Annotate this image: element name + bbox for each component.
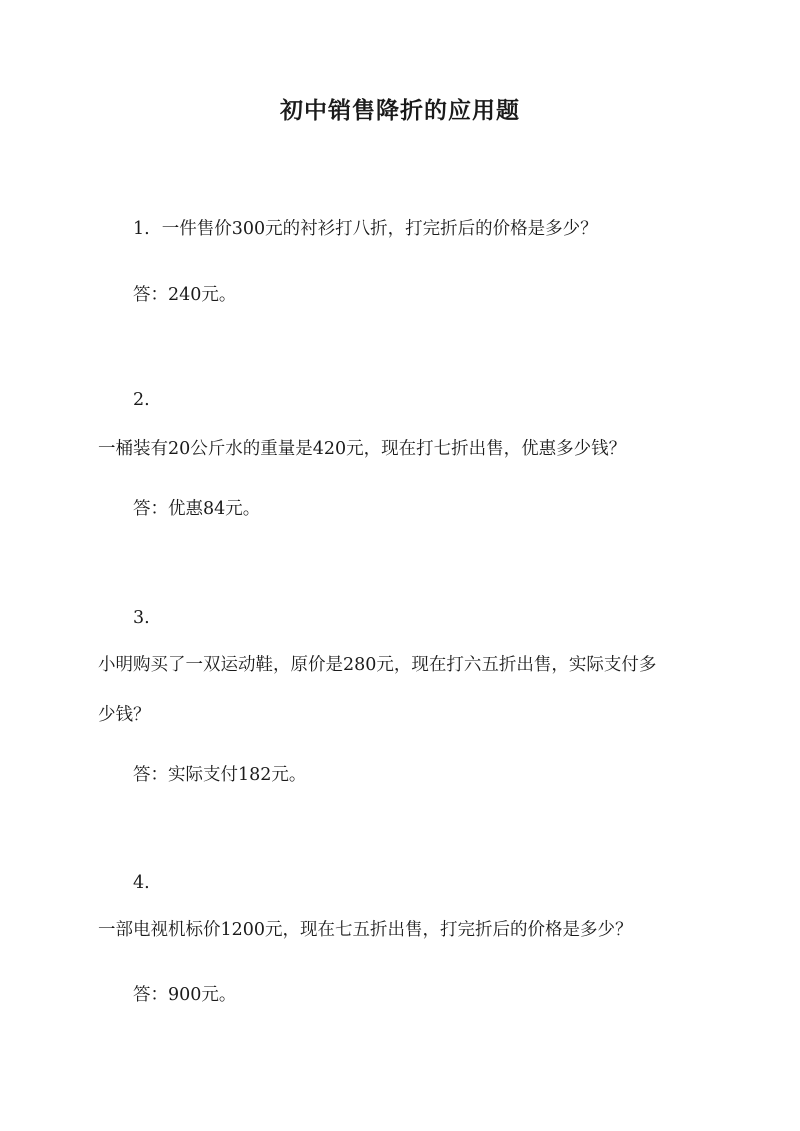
- answer-4: 答：900元。: [133, 985, 237, 1005]
- question-3-text-line-1: 小明购买了一双运动鞋，原价是280元，现在打六五折出售，实际支付多: [98, 655, 657, 675]
- answer-2: 答：优惠84元。: [133, 499, 261, 519]
- question-2-text: 一桶装有20公斤水的重量是420元，现在打七折出售，优惠多少钱？: [98, 439, 627, 459]
- answer-3: 答：实际支付182元。: [133, 765, 307, 785]
- question-4-text: 一部电视机标价1200元，现在七五折出售，打完折后的价格是多少？: [98, 920, 633, 940]
- question-1-number: 1.: [133, 219, 150, 239]
- question-1: [133, 217, 598, 241]
- answer-1: 答：240元。: [133, 285, 237, 305]
- document-title: 初中销售降折的应用题: [280, 97, 520, 124]
- question-4-number: 4.: [133, 873, 150, 893]
- question-3-number: 3.: [133, 608, 150, 628]
- question-2-number: 2.: [133, 390, 150, 410]
- question-1-text: 一件售价300元的衬衫打八折，打完折后的价格是多少？: [161, 219, 598, 239]
- question-3-text-line-2: 少钱？: [98, 705, 151, 725]
